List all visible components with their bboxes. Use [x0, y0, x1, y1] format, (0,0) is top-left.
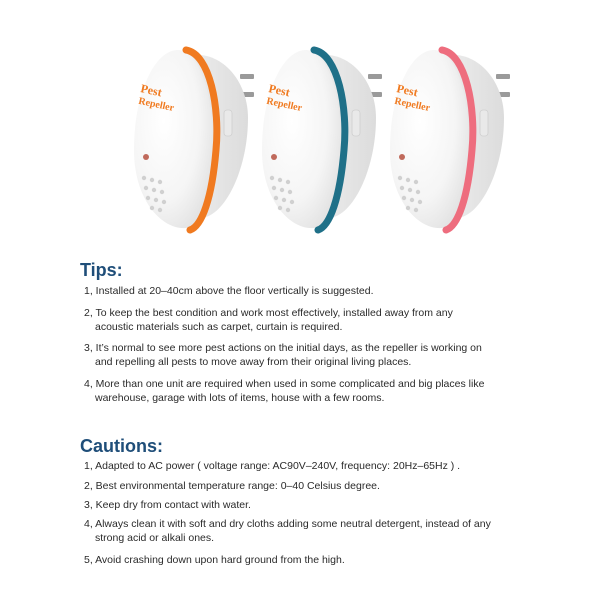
caution-item-3 [84, 498, 544, 512]
tip-item-4-line1: 4, More than one unit are required when used in some complicated and big places like [84, 378, 485, 390]
caution-item-1 [84, 459, 544, 473]
brand-text-2: Repeller [137, 95, 176, 115]
tip-item-4-line2: warehouse, garage with lots of items, house with a few rooms. [95, 392, 385, 404]
caution-item-1-line1: 1, Adapted to AC power ( voltage range: AC90V–240V, frequency: 20Hz–65Hz ) . [84, 460, 461, 472]
caution-item-4-line1: 4, Always clean it with soft and dry cloths adding some neutral detergent, instead of any [84, 518, 491, 530]
brand-text-1: Pest [139, 81, 164, 100]
tip-item-4 [84, 377, 544, 405]
repeller-teal [262, 50, 382, 230]
caution-item-5-line1: 5, Avoid crashing down upon hard ground from the high. [84, 554, 345, 566]
caution-item-2-line1: 2, Best environmental temperature range: 0–40 Celsius degree. [84, 480, 380, 492]
tip-item-2-line1: 2, To keep the best condition and work most effectively, installed away from any [84, 307, 453, 319]
caution-item-4 [84, 517, 544, 545]
caution-item-3-line1: 3, Keep dry from contact with water. [84, 499, 251, 511]
product-photo [0, 0, 600, 250]
tip-item-3 [84, 341, 544, 369]
tip-item-2 [84, 306, 544, 334]
brand-text-1: Pest [267, 81, 292, 100]
caution-item-5 [84, 553, 544, 567]
repeller-orange [134, 50, 254, 230]
tips-title: Tips: [80, 260, 123, 280]
tip-item-2-line2: acoustic materials such as carpet, curtain is required. [95, 321, 343, 333]
caution-item-2 [84, 479, 544, 493]
brand-text-1: Pest [395, 81, 420, 100]
brand-text-2: Repeller [265, 95, 304, 115]
brand-text-2: Repeller [393, 95, 432, 115]
tip-item-3-line2: and repelling all pests to move away from their original living places. [95, 356, 412, 368]
repeller-pink [390, 50, 510, 230]
tip-item-1-line1: 1, Installed at 20–40cm above the floor vertically is suggested. [84, 285, 374, 297]
cautions-title: Cautions: [80, 436, 163, 456]
tip-item-1 [84, 284, 544, 298]
caution-item-4-line2: strong acid or alkali ones. [95, 532, 215, 544]
tip-item-3-line1: 3, It’s normal to see more pest actions on the initial days, as the repeller is working on [84, 342, 482, 354]
